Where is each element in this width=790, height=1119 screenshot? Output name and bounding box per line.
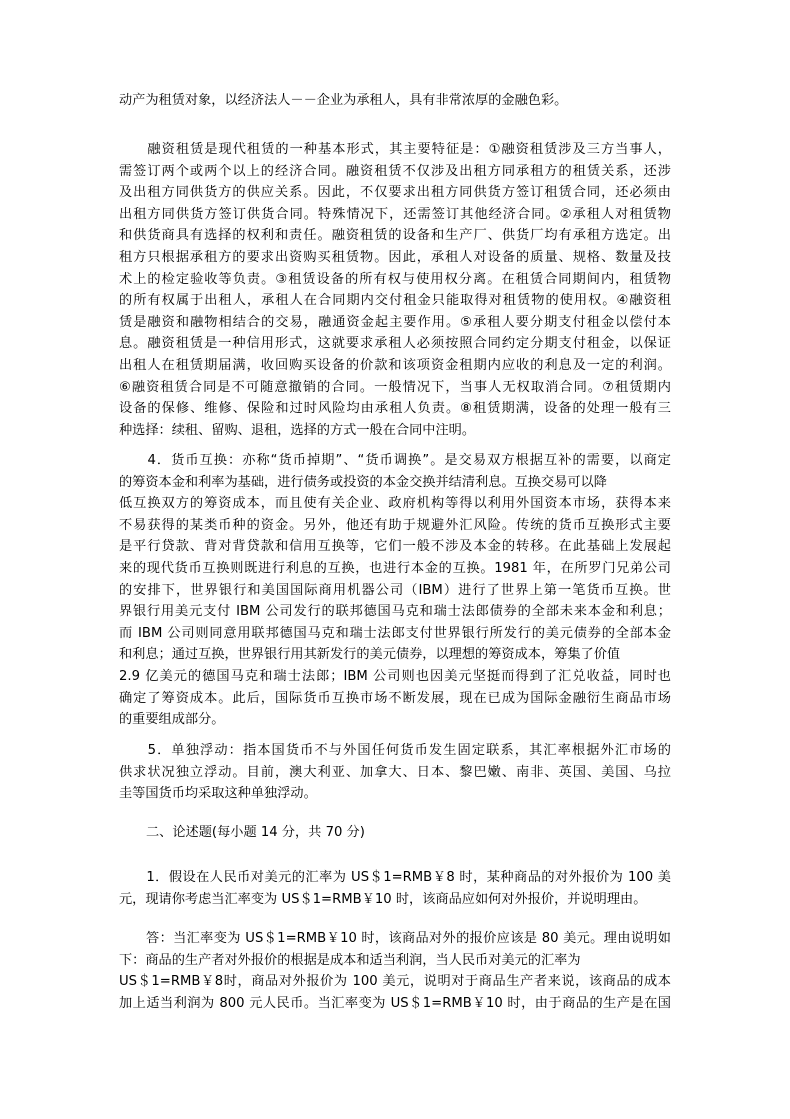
text-line: 元，现请你考虑当汇率变为 US＄1=RMB￥10 时，该商品应如何对外报价，并说明理由。 — [119, 891, 647, 907]
text-line: 需签订两个或两个以上的经济合同。融资租赁不仅涉及出租方同承租方的租赁关系，还涉 — [119, 163, 671, 179]
text-line: 答：当汇率变为 US＄1=RMB￥10 时，该商品对外的报价应该是 80 美元。理由说明如 — [119, 931, 671, 946]
paragraph-independent-float — [119, 740, 671, 805]
text-line: 租方只根据承租方的要求出资购买租赁物。因此，承租人对设备的质量、规格、数量及技 — [119, 249, 671, 265]
text-line: 供求状况独立浮动。目前，澳大利亚、加拿大、日本、黎巴嫩、南非、英国、美国、乌拉 — [119, 764, 671, 780]
text-line: ⑥融资租赁合同是不可随意撤销的合同。一般情况下，当事人无权取消合同。⑦租赁期内 — [119, 379, 671, 395]
text-line: 息。融资租赁是一种信用形式，这就要求承租人必须按照合同约定分期支付租金，以保证 — [119, 336, 671, 352]
text-line: 而 IBM 公司则同意用联邦德国马克和瑞士法郎支付世界银行所发行的美元债券的全部本金 — [119, 625, 671, 641]
text-line: 低互换双方的筹资成本，而且使有关企业、政府机构等得以利用外国资本市场，获得本来 — [119, 496, 671, 512]
text-line: 动产为租赁对象，以经济法人－－企业为承租人，具有非常浓厚的金融色彩。 — [119, 93, 568, 108]
text-line: 出租方同供货方签订供货合同。特殊情况下，还需签订其他经济合同。②承租人对租赁物 — [119, 206, 671, 222]
text-line: 2.9 亿美元的德国马克和瑞士法郎；IBM 公司则也因美元坚挺而得到了汇兑收益，同时也 — [119, 668, 671, 684]
text-line: 种选择：续租、留购、退租，选择的方式一般在合同中注明。 — [119, 422, 476, 438]
text-line: 5．单独浮动：指本国货币不与外国任何货币发生固定联系，其汇率根据外汇市场的 — [119, 743, 671, 758]
text-line: 及出租方同供货方的供应关系。因此，不仅要求出租方同供货方签订租赁合同，还必须由 — [119, 185, 671, 201]
paragraph-financial-leasing — [119, 139, 671, 441]
paragraph-currency-swap — [119, 450, 671, 731]
text-line: 不易获得的某类币种的资金。另外，他还有助于规避外汇风险。传统的货币互换形式主要 — [119, 517, 671, 533]
text-line: 界银行用美元支付 IBM 公司发行的联邦德国马克和瑞士法郎债券的全部未来本金和利息； — [119, 604, 671, 620]
text-line: US＄1=RMB￥8时，商品对外报价为 100 美元，说明对于商品生产者来说，该商品的成本 — [119, 974, 671, 990]
paragraph-intro-tail — [119, 90, 671, 112]
text-line: 是平行贷款、背对背贷款和信用互换等，它们一般不涉及本金的转移。在此基础上发展起 — [119, 539, 671, 555]
text-line: 圭等国货币均采取这种单独浮动。 — [119, 786, 317, 802]
text-line: 出租人在租赁期届满，收回购买设备的价款和该项资金租期内应收的利息及一定的利润。 — [119, 357, 671, 373]
text-line: 来的现代货币互换则既进行利息的互换，也进行本金的互换。1981 年，在所罗门兄弟公司 — [119, 560, 671, 576]
text-line: 4．货币互换：亦称“货币掉期”、“货币调换”。是交易双方根据互补的需要，以商定 — [119, 453, 671, 468]
text-line: 的重要组成部分。 — [119, 712, 225, 728]
text-line: 和利息；通过互换，世界银行用其新发行的美元债券，以理想的筹资成本，筹集了价值 — [119, 647, 621, 663]
text-line: 的筹资本金和利率为基础，进行债务或投资的本金交换并结清利息。互换交易可以降 — [119, 474, 607, 490]
text-line: 术上的检定验收等负责。③租赁设备的所有权与使用权分离。在租赁合同期间内，租赁物 — [119, 271, 671, 287]
text-line: 加上适当利润为 800 元人民币。当汇率变为 US＄1=RMB￥10 时，由于商品的生产是在国 — [119, 995, 671, 1011]
text-line: 和供货商具有选择的权利和责任。融资租赁的设备和生产厂、供货厂均有承租方选定。出 — [119, 228, 671, 244]
text-line: 的安排下，世界银行和美国国际商用机器公司（IBM）进行了世界上第一笔货币互换。世 — [119, 582, 671, 598]
paragraph-question-1 — [119, 867, 671, 910]
text-line: 赁是融资和融物相结合的交易，融通资金起主要作用。⑤承租人要分期支付租金以偿付本 — [119, 314, 671, 330]
paragraph-answer-1 — [119, 928, 671, 1014]
text-line: 下：商品的生产者对外报价的根据是成本和适当利润，当人民币对美元的汇率为 — [119, 952, 581, 968]
text-line: 设备的保修、维修、保险和过时风险均由承租人负责。⑧租赁期满，设备的处理一般有三 — [119, 401, 671, 417]
text-line: 的所有权属于出租人，承租人在合同期内交付租金只能取得对租赁物的使用权。④融资租 — [119, 293, 671, 309]
text-line: 1．假设在人民币对美元的汇率为 US＄1=RMB￥8 时，某种商品的对外报价为 100 美 — [119, 870, 671, 885]
text-line: 确定了筹资成本。此后，国际货币互换市场不断发展，现在已成为国际金融衍生商品市场 — [119, 690, 671, 706]
section-heading: 二、论述题(每小题 14 分，共 70 分) — [146, 825, 365, 840]
text-line: 融资租赁是现代租赁的一种基本形式，其主要特征是：①融资租赁涉及三方当事人， — [119, 142, 671, 157]
